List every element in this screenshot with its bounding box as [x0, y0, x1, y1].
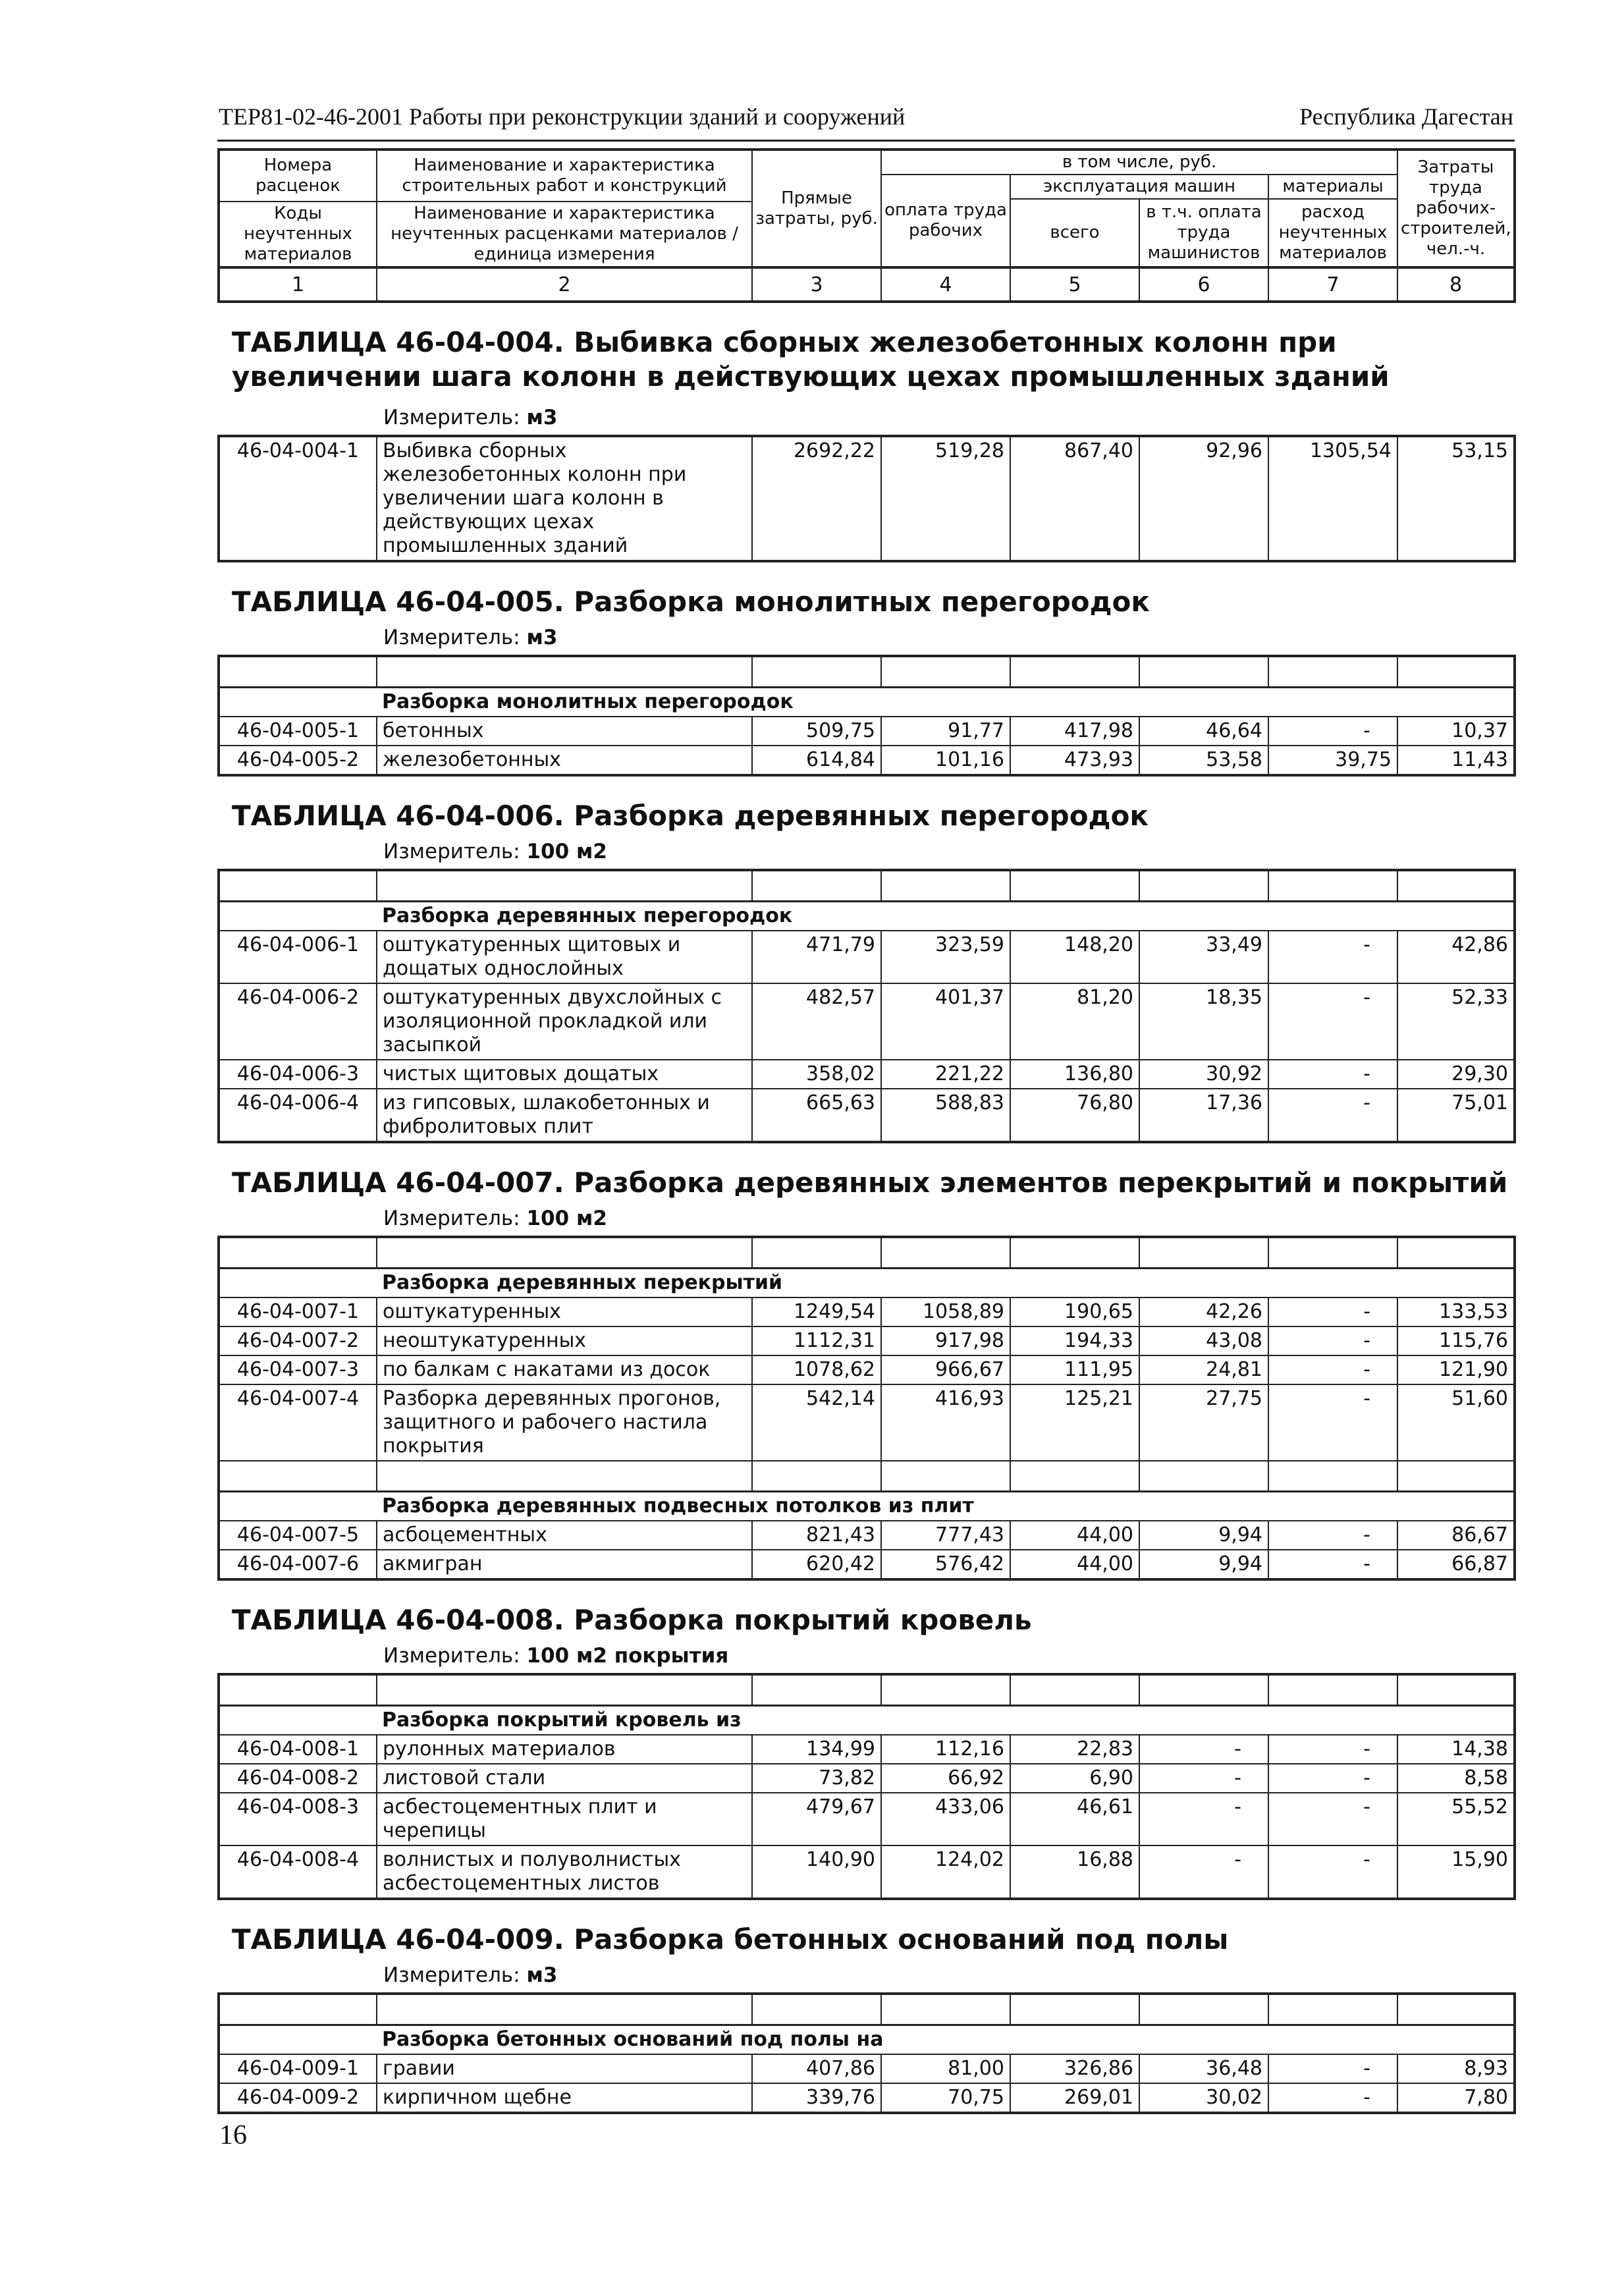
- rate-value: -: [1268, 1521, 1397, 1550]
- rate-value: 111,95: [1010, 1355, 1139, 1384]
- rate-value: 44,00: [1010, 1521, 1139, 1550]
- col-code-top: Номера расценок: [219, 150, 377, 202]
- document-title: ТЕР81-02-46-2001 Работы при реконструкции зданий и сооружений: [219, 103, 906, 130]
- col-num: 5: [1010, 267, 1139, 302]
- rate-name: по балкам с накатами из досок: [377, 1355, 752, 1384]
- rate-value: 134,99: [752, 1735, 881, 1764]
- rate-value: 1249,54: [752, 1297, 881, 1326]
- col-total: всего: [1010, 199, 1139, 267]
- rate-value: -: [1268, 1764, 1397, 1793]
- rate-value: 665,63: [752, 1089, 881, 1142]
- rate-value: 471,79: [752, 931, 881, 983]
- rate-value: -: [1139, 1764, 1268, 1793]
- table-row: [219, 746, 1515, 775]
- rate-value: -: [1268, 1550, 1397, 1579]
- rate-value: 101,16: [881, 746, 1010, 775]
- rate-value: 24,81: [1139, 1355, 1268, 1384]
- col-materials: материалы: [1268, 175, 1397, 199]
- rate-value: 473,93: [1010, 746, 1139, 775]
- rate-code: 46-04-007-1: [219, 1297, 377, 1326]
- rate-value: 14,38: [1397, 1735, 1515, 1764]
- rate-value: 6,90: [1010, 1764, 1139, 1793]
- rate-name: гравии: [377, 2054, 752, 2083]
- rate-value: 91,77: [881, 717, 1010, 746]
- col-num: 2: [377, 267, 752, 302]
- rate-name: рулонных материалов: [377, 1735, 752, 1764]
- rate-code: 46-04-006-2: [219, 983, 377, 1060]
- rate-code: 46-04-007-5: [219, 1521, 377, 1550]
- table-row: [219, 2054, 1515, 2083]
- group-row: [219, 902, 1515, 931]
- col-code-bottom: Коды неучтенных материалов: [219, 202, 377, 267]
- rate-value: 44,00: [1010, 1550, 1139, 1579]
- col-num: 1: [219, 267, 377, 302]
- table-title: ТАБЛИЦА 46-04-009. Разборка бетонных оснований под полы: [232, 1923, 1229, 1955]
- rate-value: 53,58: [1139, 746, 1268, 775]
- rate-value: -: [1268, 931, 1397, 983]
- group-title: Разборка монолитных перегородок: [377, 688, 1515, 717]
- group-row: [219, 688, 1515, 717]
- measure-unit: Измеритель: м3: [383, 406, 558, 429]
- rate-value: 588,83: [881, 1089, 1010, 1142]
- col-name-top: Наименование и характеристика строительных работ и конструкций: [377, 150, 752, 202]
- rate-name: железобетонных: [377, 746, 752, 775]
- rate-value: -: [1268, 1793, 1397, 1845]
- table-title: ТАБЛИЦА 46-04-005. Разборка монолитных перегородок: [232, 586, 1150, 618]
- table-title: ТАБЛИЦА 46-04-004. Выбивка сборных железобетонных колонн при увеличении шага колонн в действующих цехах промышленных зданий: [232, 326, 1390, 393]
- rate-value: 92,96: [1139, 436, 1268, 561]
- rate-code: 46-04-007-6: [219, 1550, 377, 1579]
- table-row: [219, 1355, 1515, 1384]
- rate-value: 10,37: [1397, 717, 1515, 746]
- col-incl: в том числе, руб.: [881, 150, 1397, 175]
- rate-code: 46-04-005-2: [219, 746, 377, 775]
- group-title: Разборка деревянных перегородок: [377, 902, 1515, 931]
- rate-value: 115,76: [1397, 1326, 1515, 1355]
- group-row: [219, 1492, 1515, 1521]
- rate-value: -: [1268, 1089, 1397, 1142]
- table-caption: [217, 1143, 1515, 1236]
- table-caption: [217, 1581, 1515, 1673]
- rate-value: 433,06: [881, 1793, 1010, 1845]
- rate-code: 46-04-008-1: [219, 1735, 377, 1764]
- rate-value: 323,59: [881, 931, 1010, 983]
- table-row: [219, 931, 1515, 983]
- table-row: [219, 2083, 1515, 2113]
- rate-value: -: [1268, 1060, 1397, 1089]
- table-row: [219, 1735, 1515, 1764]
- rate-value: 75,01: [1397, 1089, 1515, 1142]
- group-title: Разборка покрытий кровель из: [377, 1706, 1515, 1735]
- rate-value: 407,86: [752, 2054, 881, 2083]
- rate-value: 51,60: [1397, 1384, 1515, 1461]
- rate-value: 27,75: [1139, 1384, 1268, 1461]
- table-caption: [217, 777, 1515, 869]
- table-row: [219, 1089, 1515, 1142]
- rate-value: 46,61: [1010, 1793, 1139, 1845]
- rate-code: 46-04-006-4: [219, 1089, 377, 1142]
- rate-value: 30,92: [1139, 1060, 1268, 1089]
- rate-value: 43,08: [1139, 1326, 1268, 1355]
- table-title: ТАБЛИЦА 46-04-008. Разборка покрытий кровель: [232, 1604, 1032, 1636]
- rate-value: 81,00: [881, 2054, 1010, 2083]
- rate-name: волнистых и полуволнистых асбестоцементных листов: [377, 1845, 752, 1899]
- rate-value: 9,94: [1139, 1521, 1268, 1550]
- col-num: 8: [1397, 267, 1515, 302]
- rate-value: 1058,89: [881, 1297, 1010, 1326]
- table-row: [219, 1060, 1515, 1089]
- rate-name: оштукатуренных двухслойных с изоляционной прокладкой или засыпкой: [377, 983, 752, 1060]
- col-num: 3: [752, 267, 881, 302]
- rate-value: 15,90: [1397, 1845, 1515, 1899]
- rate-value: 124,02: [881, 1845, 1010, 1899]
- rate-value: -: [1268, 1355, 1397, 1384]
- rate-value: 16,88: [1010, 1845, 1139, 1899]
- table-row: [219, 1550, 1515, 1579]
- rate-code: 46-04-005-1: [219, 717, 377, 746]
- spacer-row: [219, 1994, 1515, 2025]
- rate-value: 416,93: [881, 1384, 1010, 1461]
- rate-value: 29,30: [1397, 1060, 1515, 1089]
- measure-unit: Измеритель: 100 м2: [383, 840, 607, 863]
- rate-value: 33,49: [1139, 931, 1268, 983]
- rate-name: оштукатуренных: [377, 1297, 752, 1326]
- rate-name: асбестоцементных плит и черепицы: [377, 1793, 752, 1845]
- rate-value: 73,82: [752, 1764, 881, 1793]
- rate-code: 46-04-007-3: [219, 1355, 377, 1384]
- rate-value: 148,20: [1010, 931, 1139, 983]
- rate-name: Выбивка сборных железобетонных колонн при увеличении шага колонн в действующих цехах промышленных зданий: [377, 436, 752, 561]
- col-incl-labor: в т.ч. оплата труда машинистов: [1139, 199, 1268, 267]
- rate-value: 339,76: [752, 2083, 881, 2113]
- col-labor: оплата труда рабочих: [881, 175, 1010, 267]
- measure-unit: Измеритель: м3: [383, 1963, 558, 1987]
- col-unacc: расход неучтенных материалов: [1268, 199, 1397, 267]
- rate-name: из гипсовых, шлакобетонных и фибролитовых плит: [377, 1089, 752, 1142]
- rate-value: 190,65: [1010, 1297, 1139, 1326]
- region-name: Республика Дагестан: [1299, 103, 1513, 130]
- rate-value: -: [1268, 717, 1397, 746]
- rate-code: 46-04-007-2: [219, 1326, 377, 1355]
- rate-value: 140,90: [752, 1845, 881, 1899]
- rate-table: [217, 435, 1516, 562]
- table-row: [219, 436, 1515, 561]
- rate-table: [217, 1992, 1516, 2114]
- rate-table: [217, 655, 1516, 777]
- table-row: [219, 983, 1515, 1060]
- table-title: ТАБЛИЦА 46-04-007. Разборка деревянных элементов перекрытий и покрытий: [232, 1166, 1508, 1199]
- rate-value: 81,20: [1010, 983, 1139, 1060]
- rate-value: 36,48: [1139, 2054, 1268, 2083]
- rate-value: -: [1268, 2054, 1397, 2083]
- rate-value: 479,67: [752, 1793, 881, 1845]
- rate-value: 917,98: [881, 1326, 1010, 1355]
- rate-value: 358,02: [752, 1060, 881, 1089]
- rate-value: 614,84: [752, 746, 881, 775]
- rate-value: 221,22: [881, 1060, 1010, 1089]
- rate-value: 46,64: [1139, 717, 1268, 746]
- table-row: [219, 1326, 1515, 1355]
- rate-value: 17,36: [1139, 1089, 1268, 1142]
- group-row: [219, 1269, 1515, 1298]
- table-row: [219, 1384, 1515, 1461]
- rate-value: 417,98: [1010, 717, 1139, 746]
- rate-value: -: [1268, 1297, 1397, 1326]
- rate-value: 66,92: [881, 1764, 1010, 1793]
- rate-value: 9,94: [1139, 1550, 1268, 1579]
- rate-value: 777,43: [881, 1521, 1010, 1550]
- spacer-row: [219, 1674, 1515, 1706]
- rate-value: -: [1139, 1793, 1268, 1845]
- rate-value: 52,33: [1397, 983, 1515, 1060]
- spacer-row: [219, 656, 1515, 688]
- rate-value: 86,67: [1397, 1521, 1515, 1550]
- rate-name: кирпичном щебне: [377, 2083, 752, 2113]
- rate-table: [217, 1673, 1516, 1900]
- col-num: 6: [1139, 267, 1268, 302]
- rate-name: асбоцементных: [377, 1521, 752, 1550]
- col-name-bottom: Наименование и характеристика неучтенных расценками материалов / единица измерения: [377, 202, 752, 267]
- spacer-row: [219, 1461, 1515, 1492]
- table-row: [219, 1764, 1515, 1793]
- rate-table: [217, 1236, 1516, 1581]
- rate-value: 42,26: [1139, 1297, 1268, 1326]
- rate-value: 42,86: [1397, 931, 1515, 983]
- col-num: 4: [881, 267, 1010, 302]
- rate-code: 46-04-007-4: [219, 1384, 377, 1461]
- rate-value: 519,28: [881, 436, 1010, 561]
- rate-value: 966,67: [881, 1355, 1010, 1384]
- rate-code: 46-04-006-3: [219, 1060, 377, 1089]
- spacer-row: [219, 870, 1515, 902]
- rate-value: -: [1268, 983, 1397, 1060]
- column-numbers-row: [219, 267, 1515, 302]
- rate-value: 326,86: [1010, 2054, 1139, 2083]
- col-machines: эксплуатация машин: [1010, 175, 1268, 199]
- rate-value: 18,35: [1139, 983, 1268, 1060]
- rate-value: 55,52: [1397, 1793, 1515, 1845]
- rate-value: 121,90: [1397, 1355, 1515, 1384]
- rate-value: 194,33: [1010, 1326, 1139, 1355]
- page-number: 16: [219, 2120, 247, 2150]
- rate-value: 22,83: [1010, 1735, 1139, 1764]
- rate-value: -: [1268, 1326, 1397, 1355]
- rate-value: 1305,54: [1268, 436, 1397, 561]
- rate-name: Разборка деревянных прогонов, защитного и рабочего настила покрытия: [377, 1384, 752, 1461]
- rate-value: 867,40: [1010, 436, 1139, 561]
- rate-value: 8,58: [1397, 1764, 1515, 1793]
- rate-value: 133,53: [1397, 1297, 1515, 1326]
- measure-unit: Измеритель: 100 м2 покрытия: [383, 1644, 729, 1668]
- rate-value: 509,75: [752, 717, 881, 746]
- rate-value: 269,01: [1010, 2083, 1139, 2113]
- measure-unit: Измеритель: м3: [383, 626, 558, 649]
- table-row: [219, 717, 1515, 746]
- page: [217, 99, 1515, 2114]
- rate-table: [217, 869, 1516, 1143]
- rate-code: 46-04-009-2: [219, 2083, 377, 2113]
- rate-value: 30,02: [1139, 2083, 1268, 2113]
- rate-value: 482,57: [752, 983, 881, 1060]
- rate-name: листовой стали: [377, 1764, 752, 1793]
- rate-value: 125,21: [1010, 1384, 1139, 1461]
- rate-value: -: [1268, 1735, 1397, 1764]
- rate-value: 620,42: [752, 1550, 881, 1579]
- rate-value: 1078,62: [752, 1355, 881, 1384]
- rate-value: 53,15: [1397, 436, 1515, 561]
- group-title: Разборка деревянных перекрытий: [377, 1269, 1515, 1298]
- rate-value: 112,16: [881, 1735, 1010, 1764]
- rate-name: чистых щитовых дощатых: [377, 1060, 752, 1089]
- rate-tables: [217, 303, 1515, 2114]
- table-row: [219, 1521, 1515, 1550]
- rate-value: -: [1268, 2083, 1397, 2113]
- rate-name: акмигран: [377, 1550, 752, 1579]
- rate-value: 11,43: [1397, 746, 1515, 775]
- rate-value: -: [1268, 1384, 1397, 1461]
- rate-value: -: [1268, 1845, 1397, 1899]
- rate-value: 136,80: [1010, 1060, 1139, 1089]
- rate-value: -: [1139, 1735, 1268, 1764]
- column-header-table: [217, 148, 1516, 303]
- table-title: ТАБЛИЦА 46-04-006. Разборка деревянных перегородок: [232, 800, 1149, 832]
- rate-code: 46-04-006-1: [219, 931, 377, 983]
- rate-name: оштукатуренных щитовых и дощатых однослойных: [377, 931, 752, 983]
- group-row: [219, 1706, 1515, 1735]
- rate-value: 2692,22: [752, 436, 881, 561]
- rate-value: 401,37: [881, 983, 1010, 1060]
- rate-code: 46-04-009-1: [219, 2054, 377, 2083]
- table-caption: [217, 562, 1515, 655]
- group-title: Разборка бетонных оснований под полы на: [377, 2025, 1515, 2055]
- rate-value: 76,80: [1010, 1089, 1139, 1142]
- rate-value: 7,80: [1397, 2083, 1515, 2113]
- rate-value: 70,75: [881, 2083, 1010, 2113]
- rate-value: 1112,31: [752, 1326, 881, 1355]
- rate-value: 821,43: [752, 1521, 881, 1550]
- measure-unit: Измеритель: 100 м2: [383, 1207, 607, 1230]
- spacer-row: [219, 1237, 1515, 1269]
- table-row: [219, 1845, 1515, 1899]
- table-caption: [217, 1900, 1515, 1992]
- group-row: [219, 2025, 1515, 2055]
- rate-code: 46-04-008-4: [219, 1845, 377, 1899]
- group-title: Разборка деревянных подвесных потолков из плит: [377, 1492, 1515, 1521]
- rate-name: бетонных: [377, 717, 752, 746]
- rate-value: 542,14: [752, 1384, 881, 1461]
- rate-code: 46-04-008-2: [219, 1764, 377, 1793]
- rate-code: 46-04-004-1: [219, 436, 377, 561]
- rate-value: 39,75: [1268, 746, 1397, 775]
- table-row: [219, 1793, 1515, 1845]
- rate-value: 8,93: [1397, 2054, 1515, 2083]
- table-row: [219, 1297, 1515, 1326]
- col-costs: Затраты труда рабочих-строителей, чел.-ч.: [1397, 150, 1515, 267]
- rate-value: 66,87: [1397, 1550, 1515, 1579]
- running-header: [217, 99, 1515, 142]
- col-direct: Прямые затраты, руб.: [752, 150, 881, 267]
- col-num: 7: [1268, 267, 1397, 302]
- rate-value: 576,42: [881, 1550, 1010, 1579]
- table-caption: [217, 303, 1515, 435]
- rate-code: 46-04-008-3: [219, 1793, 377, 1845]
- rate-value: -: [1139, 1845, 1268, 1899]
- rate-name: неоштукатуренных: [377, 1326, 752, 1355]
